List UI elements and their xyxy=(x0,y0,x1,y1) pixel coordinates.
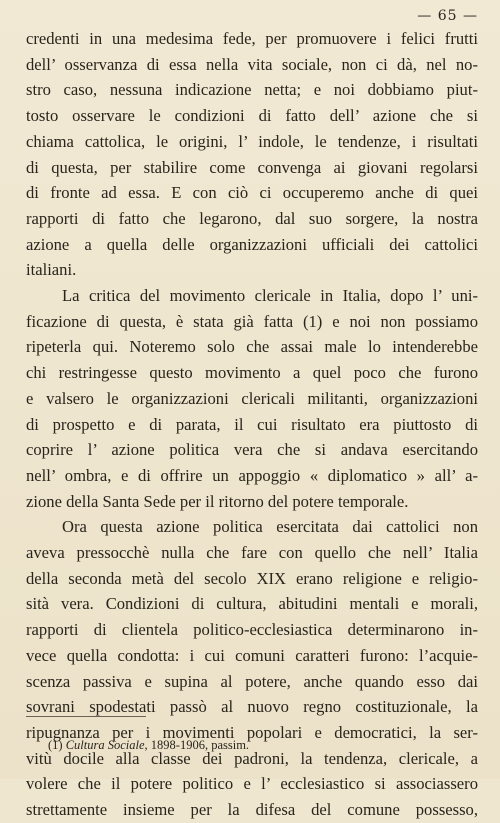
text-line: della seconda metà del secolo XIX erano religione e religio- xyxy=(26,568,478,588)
text-line: Ora questa azione politica esercitata dai cattolici non xyxy=(62,517,478,537)
text-line: volere che il potere politico e l’ ecclesiastico si associassero xyxy=(26,774,478,794)
text-line: zione della Santa Sede per il ritorno del potere temporale. xyxy=(26,491,409,511)
page-number: — 65 — xyxy=(417,8,478,24)
text-line: sovrani spodestati passò al nuovo regno costituzionale, la xyxy=(26,697,478,717)
text-line: La critica del movimento clericale in Italia, dopo l’ uni- xyxy=(62,286,478,306)
text-line: sità vera. Condizioni di cultura, abitudini mentali e morali, xyxy=(26,594,478,614)
text-line: rapporti di clientela politico-ecclesiastica determinarono in- xyxy=(26,620,478,640)
text-line: di questa, per stabilire come convenga ai giovani regolarsi xyxy=(26,157,478,177)
text-line: chi restringesse questo movimento a quel poco che furono xyxy=(26,363,478,383)
text-line: rapporti di fatto che legarono, dal suo sorgere, la nostra xyxy=(26,208,478,228)
footnote-rest: , 1898-1906, passim. xyxy=(144,738,250,752)
text-line: vitù docile alla classe dei padroni, la tendenza, clericale, a xyxy=(26,748,478,768)
footnote-divider xyxy=(26,716,146,717)
text-line: stro caso, nessuna indicazione netta; e noi dobbiamo piut- xyxy=(26,80,478,100)
text-line: italiani. xyxy=(26,260,77,280)
text-line: di fronte ad essa. E con ciò ci occuperemo anche di quei xyxy=(26,183,478,203)
footnote-title: Cultura Sociale xyxy=(65,738,145,752)
text-line: azione a quella delle organizzazioni ufficiali dei cattolici xyxy=(26,234,478,254)
text-line: tosto osservare le condizioni di fatto dell’ azione che si xyxy=(26,106,478,126)
text-line: ripeterla qui. Noteremo solo che assai male lo intenderebbe xyxy=(26,337,478,357)
text-line: credenti in una medesima fede, per promuovere i felici frutti xyxy=(26,29,478,48)
text-line: strettamente insieme per la difesa del comune possesso, xyxy=(26,800,478,820)
text-line: chiama cattolica, le origini, l’ indole, le tendenze, i risultati xyxy=(26,131,478,151)
text-line: ripugnanza per i movimenti popolari e democratici, la ser- xyxy=(26,722,478,742)
text-line: scenza passiva e supina al potere, anche quando esso dai xyxy=(26,671,478,691)
paragraph-2 xyxy=(26,283,478,514)
paragraph-1 xyxy=(26,26,478,283)
text-line: ficazione di questa, è stata già fatta (1) e noi non possiamo xyxy=(26,311,478,331)
text-line: aveva pressocchè nulla che fare con quello che nell’ Italia xyxy=(26,543,478,563)
text-line: vece quella condotta: i cui comuni caratteri furono: l’acquie- xyxy=(26,645,478,665)
paragraph-3 xyxy=(26,514,478,822)
body-text xyxy=(26,26,478,823)
text-line: di prospetto e di parata, il cui risultato era piuttosto di xyxy=(26,414,478,434)
footnote-marker: (1) xyxy=(48,738,63,752)
text-line: dell’ osservanza di essa nella vita sociale, non ci dà, nel no- xyxy=(26,54,478,74)
text-line: nell’ ombra, e di offrire un appoggio « diplomatico » all’ a- xyxy=(26,465,478,485)
text-line: coprire l’ azione politica vera che si andava esercitando xyxy=(26,440,478,460)
footnote xyxy=(48,738,249,753)
text-line: e valsero le organizzazioni clericali militanti, organizzazioni xyxy=(26,388,478,408)
